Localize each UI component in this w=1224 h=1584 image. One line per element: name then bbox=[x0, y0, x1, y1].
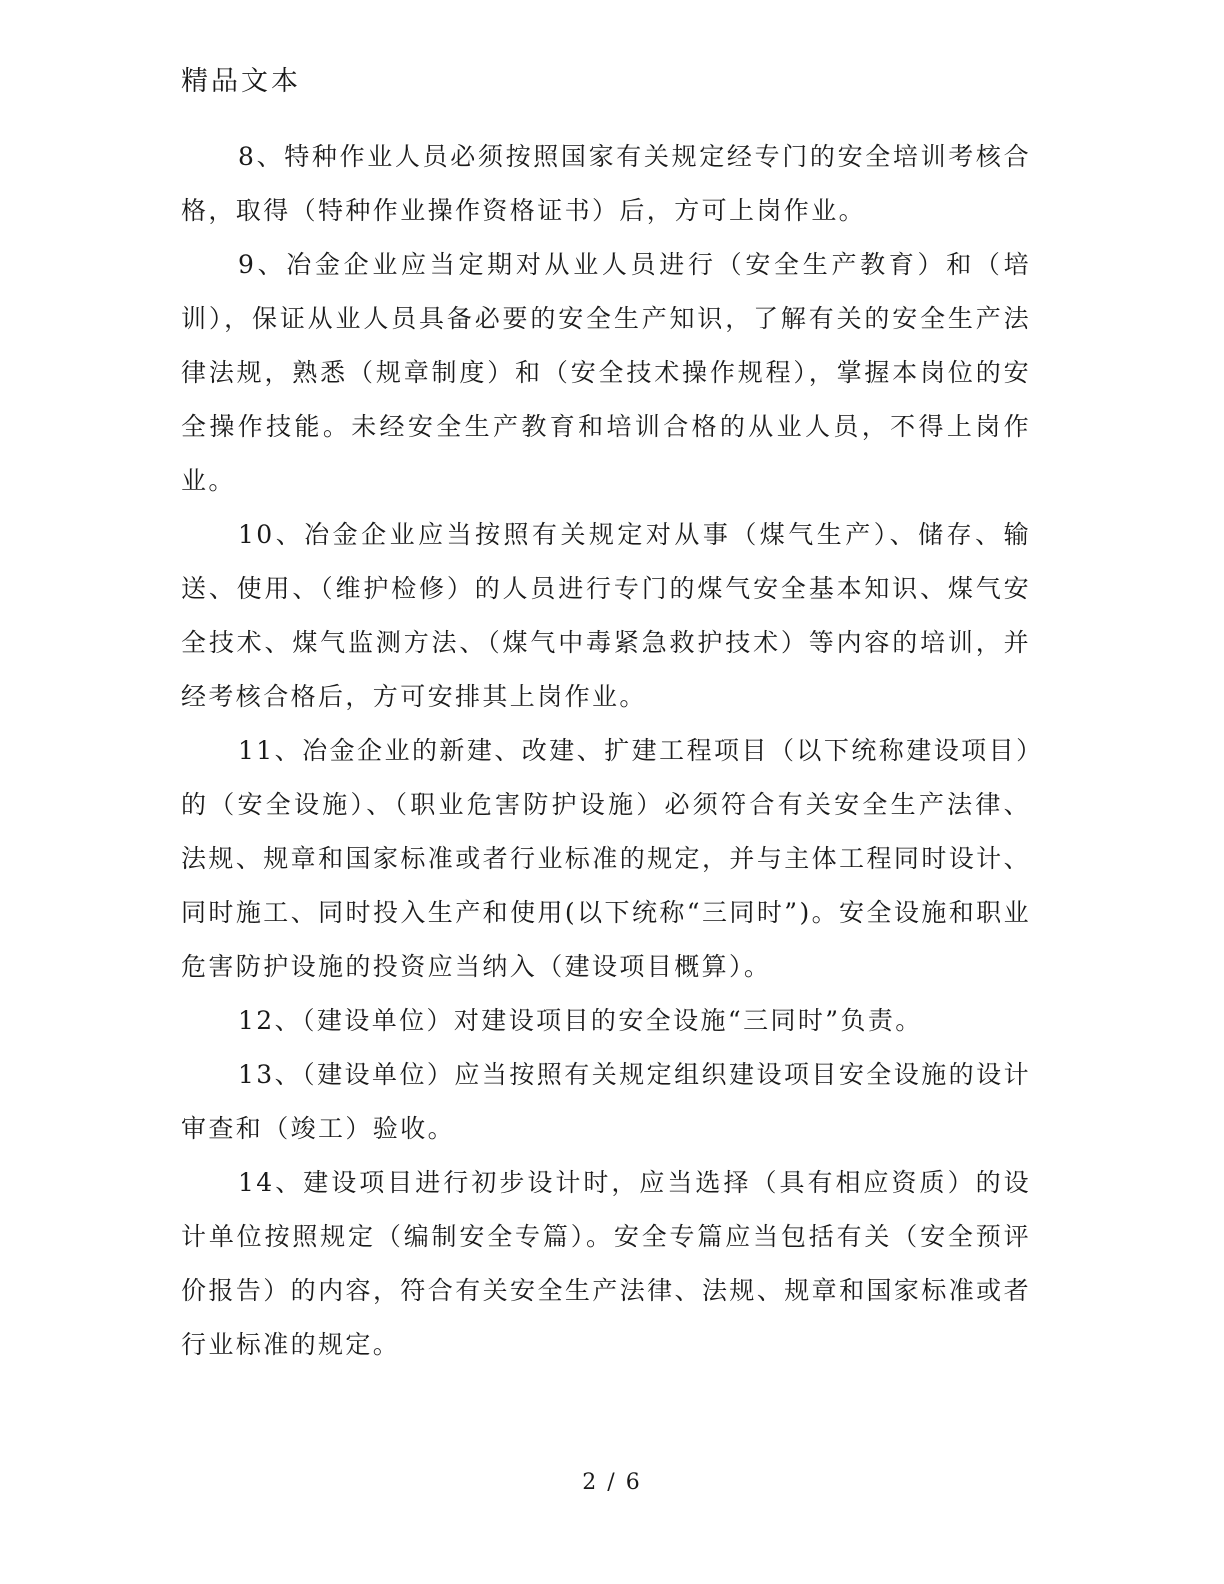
paragraph-14: 14、建设项目进行初步设计时，应当选择（具有相应资质）的设计单位按照规定（编制安全专篇）。安全专篇应当包括有关（安全预评价报告）的内容，符合有关安全生产法律、法规、规章和国家标准或者行业标准的规定。 bbox=[181, 1168, 1031, 1359]
paragraph-13: 13、（建设单位）应当按照有关规定组织建设项目安全设施的设计审查和（竣工）验收。 bbox=[181, 1060, 1031, 1143]
paragraph-8: 8、特种作业人员必须按照国家有关规定经专门的安全培训考核合格，取得（特种作业操作资格证书）后，方可上岗作业。 bbox=[181, 142, 1031, 225]
page-number: 2 / 6 bbox=[582, 1470, 642, 1495]
paragraph-10: 10、冶金企业应当按照有关规定对从事（煤气生产）、储存、输送、使用、（维护检修）的人员进行专门的煤气安全基本知识、煤气安全技术、煤气监测方法、（煤气中毒紧急救护技术）等内容的培训，并经考核合格后，方可安排其上岗作业。 bbox=[181, 520, 1031, 711]
paragraph-11: 11、冶金企业的新建、改建、扩建工程项目（以下统称建设项目）的（安全设施）、（职业危害防护设施）必须符合有关安全生产法律、法规、规章和国家标准或者行业标准的规定，并与主体工程同时设计、同时施工、同时投入生产和使用(以下统称“三同时”)。安全设施和职业危害防护设施的投资应当纳入（建设项目概算）。 bbox=[181, 736, 1031, 981]
body-text bbox=[181, 130, 1031, 1372]
page-header: 精品文本 bbox=[181, 66, 301, 97]
paragraph-9: 9、冶金企业应当定期对从业人员进行（安全生产教育）和（培训），保证从业人员具备必要的安全生产知识，了解有关的安全生产法律法规，熟悉（规章制度）和（安全技术操作规程），掌握本岗位的安全操作技能。未经安全生产教育和培训合格的从业人员，不得上岗作业。 bbox=[181, 250, 1031, 495]
paragraph-12: 12、（建设单位）对建设项目的安全设施“三同时”负责。 bbox=[238, 1006, 923, 1035]
